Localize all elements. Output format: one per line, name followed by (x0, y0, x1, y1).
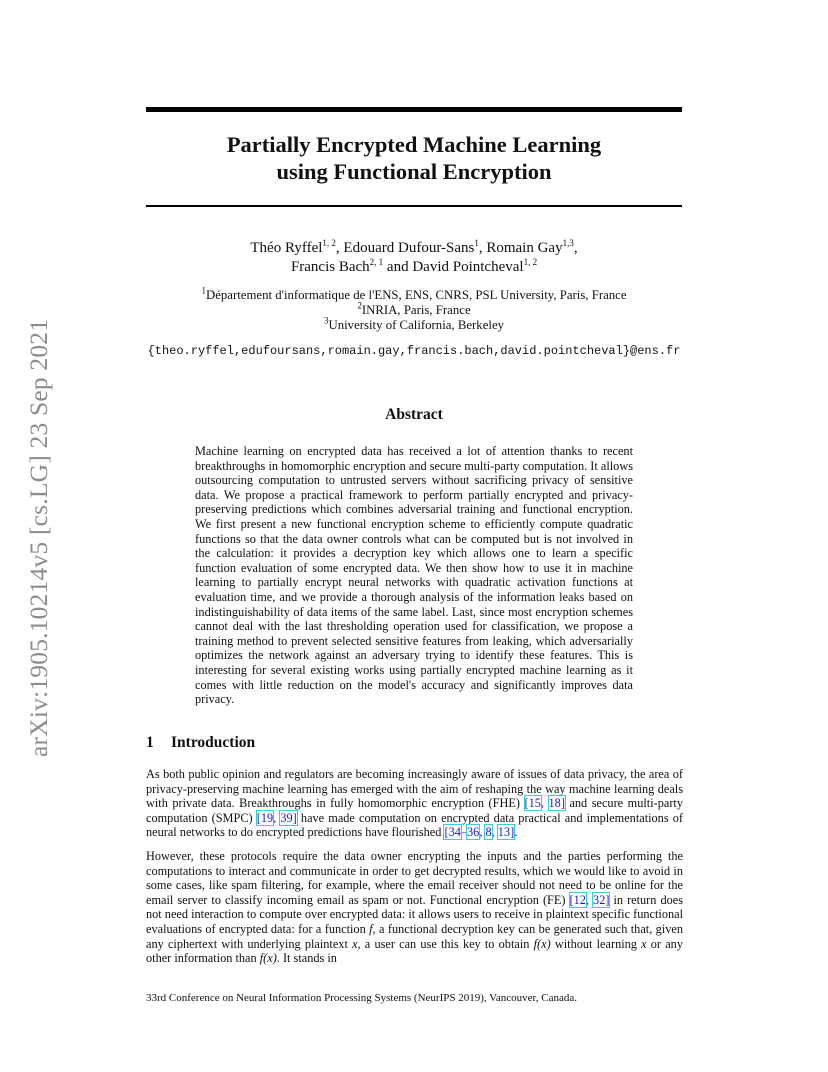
top-rule (146, 107, 682, 112)
author-separator: , (573, 240, 578, 256)
intro-paragraph-2: However, these protocols require the data owner encrypting the inputs and the parties performing the computations to interact and communicate in order to get decrypted results, which we would like to avoid in some cases, like spam filtering, for example, where the email receiver should not need to be online for the email server to classify incoming email as spam or not. Functional encryption (FE) [12, 32] in return does not need interaction to compute over encrypted data: it allows users to receive in plaintext specific functional evaluations of encrypted data: for a function f, a functional decryption key can be generated such that, given any ciphertext with underlying plaintext x, a user can use this key to obtain f(x) without learning x or any other information than f(x). It stands in (146, 849, 683, 966)
citation-link[interactable]: [19, 39] (256, 810, 297, 825)
title-line-1: Partially Encrypted Machine Learning (226, 132, 602, 157)
math-symbol: f (369, 921, 373, 936)
affiliation-2: $^2$INRIA, Paris, France (357, 300, 471, 317)
intro-paragraph-1: As both public opinion and regulators are becoming increasingly aware of issues of data privacy, the area of privacy-preserving machine learning has emerged with the aim of reshaping the way machine learning deals with private data. Breakthroughs in fully homomorphic encryption (FHE) [15, 18] and secure multi-party computation (SMPC) [19, 39] have made computation on encrypted data practical and implementations of neural networks to do encrypted predictions have flourished [34–36, 8, 13]. (146, 767, 683, 840)
math-symbol: f(x) (259, 951, 277, 966)
citation-link[interactable]: [34–36, 8, 13] (444, 825, 515, 840)
abstract-heading: Abstract (385, 406, 443, 423)
arxiv-identifier: arXiv:1905.10214v5 [cs.LG] 23 Sep 2021 (24, 318, 53, 757)
math-symbol: x (352, 936, 358, 951)
title-line-2: using Functional Encryption (276, 159, 552, 184)
author-name: , Romain Gay (478, 240, 563, 256)
affiliation-list (146, 285, 682, 333)
author-emails: {theo.ryffel,edufoursans,romain.gay,francis.bach,david.pointcheval}@ens.fr (147, 344, 681, 358)
affiliation-3: $^3$University of California, Berkeley (323, 315, 505, 332)
author-name: , Edouard Dufour-Sans (335, 240, 475, 256)
author-name: and David Pointcheval (383, 259, 524, 275)
math-symbol: x (641, 936, 647, 951)
author-affil-sup: 1, 2 (523, 257, 538, 267)
author-affil-sup: 1,3 (562, 238, 574, 248)
section-title: Introduction (171, 734, 256, 751)
author-affil-sup: 1 (474, 238, 479, 248)
author-line-2 (146, 258, 682, 277)
author-list (146, 239, 682, 277)
author-line-1 (146, 239, 682, 258)
title-rule (146, 205, 682, 207)
author-name: Théo Ryffel (250, 240, 323, 256)
author-affil-sup: 1, 2 (322, 238, 336, 248)
section-heading (146, 734, 255, 752)
author-name: Francis Bach (290, 259, 370, 275)
citation-link[interactable]: [15, 18] (524, 796, 565, 811)
author-affil-sup: 2, 1 (369, 257, 384, 267)
paper-title (146, 131, 682, 185)
affiliation-1: $^1$Département d'informatique de l'ENS, ENS, CNRS, PSL University, Paris, France (201, 285, 627, 302)
section-number: 1 (146, 734, 154, 751)
math-symbol: f(x) (533, 936, 551, 951)
abstract-body: Machine learning on encrypted data has received a lot of attention thanks to recent breakthroughs in homomorphic encryption and secure multi-party computation. It allows outsourcing computation to untrusted servers without sacrificing privacy of sensitive data. We propose a practical framework to perform partially encrypted and privacy-preserving predictions which combines adversarial training and functional encryption. We first present a new functional encryption scheme to efficiently compute quadratic functions so that the data owner controls what can be computed but is not involved in the calculation: it provides a decryption key which allows one to learn a specific function evaluation of some encrypted data. We then show how to use it in machine learning to partially encrypt neural networks with quadratic activation functions at evaluation time, and we provide a thorough analysis of the information leaks based on indistinguishability of data items of the same label. Last, since most encryption schemes cannot deal with the last thresholding operation used for classification, we propose a training method to prevent selected sensitive features from leaking, which adversarially optimizes the network against an adversary trying to identify these features. This is interesting for several existing works using partially encrypted machine learning as it comes with little reduction on the model's accuracy and significantly improves data privacy. (195, 444, 633, 707)
citation-link[interactable]: [12, 32] (569, 892, 610, 907)
conference-footnote: 33rd Conference on Neural Information Processing Systems (NeurIPS 2019), Vancouver, Canada. (146, 992, 578, 1004)
